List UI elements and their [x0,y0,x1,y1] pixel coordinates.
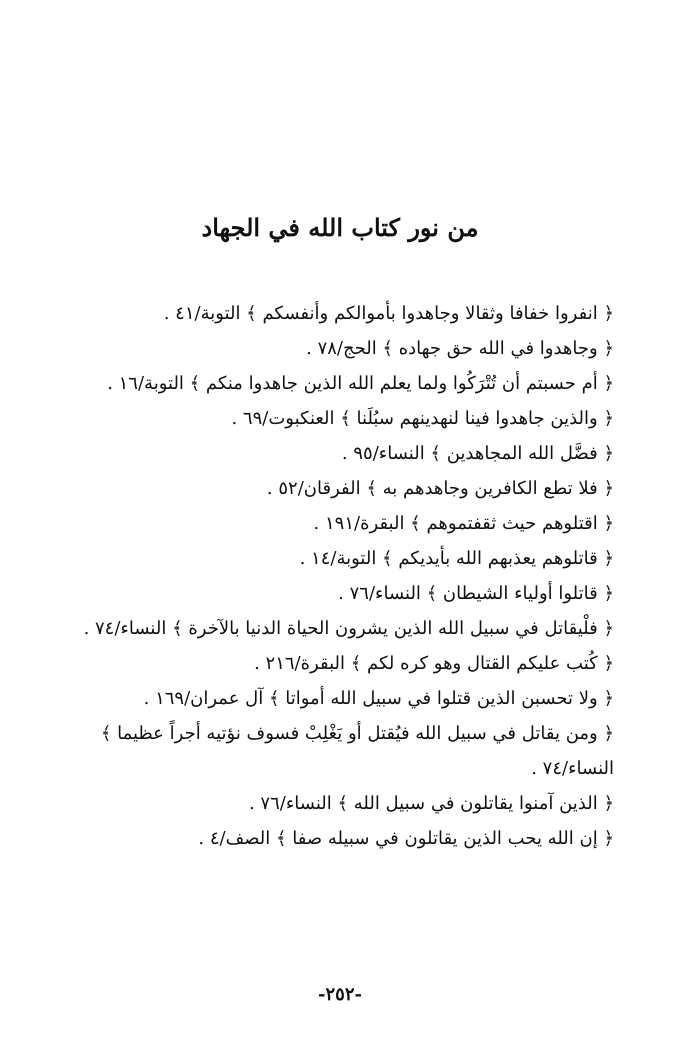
verse-list [54,296,614,856]
verse-item: ﴿ ولا تحسبن الذين قتلوا في سبيل الله أمواتا ﴾ آل عمران/١٦٩ . [143,688,614,709]
verse-item: ﴿ وجاهدوا في الله حق جهاده ﴾ الحج/٧٨ . [306,338,614,359]
verse-item: ﴿ والذين جاهدوا فينا لنهدينهم سبُلَنا ﴾ العنكبوت/٦٩ . [231,408,614,429]
verse-item: ﴿ الذين آمنوا يقاتلون في سبيل الله ﴾ النساء/٧٦ . [248,793,614,814]
verse-item: ﴿ فلْيقاتل في سبيل الله الذين يشرون الحياة الدنيا بالآخرة ﴾ النساء/٧٤ . [83,618,614,639]
verse-item: ﴿ كُتب عليكم القتال وهو كره لكم ﴾ البقرة/٢١٦ . [254,653,614,674]
verse-item: ﴿ أم حسبتم أن تُتْرَكُوا ولما يعلم الله الذين جاهدوا منكم ﴾ التوبة/١٦ . [107,373,614,394]
verse-item: ﴿ إن الله يحب الذين يقاتلون في سبيله صفا ﴾ الصف/٤ . [198,828,614,849]
verse-item: ﴿ انفروا خفافا وثقالا وجاهدوا بأموالكم وأنفسكم ﴾ التوبة/٤١ . [163,303,614,324]
verse-item: ﴿ فضَّل الله المجاهدين ﴾ النساء/٩٥ . [341,443,614,464]
verse-item: ﴿ قاتلوهم يعذبهم الله بأيديكم ﴾ التوبة/١٤ . [299,548,614,569]
verse-item: ﴿ ومن يقاتل في سبيل الله فيُقتل أو يَغْلِبْ فسوف نؤتيه أجراً عظيما ﴾ النساء/٧٤ . [100,723,614,779]
verse-item: ﴿ قاتلوا أولياء الشيطان ﴾ النساء/٧٦ . [338,583,614,604]
page-title: من نور كتاب الله في الجهاد [201,213,479,243]
verse-item: ﴿ فلا تطع الكافرين وجاهدهم به ﴾ الفرقان/٥٢ . [266,478,614,499]
page-number: -٢٥٢- [318,984,362,1005]
verse-item: ﴿ اقتلوهم حيث ثقفتموهم ﴾ البقرة/١٩١ . [313,513,614,534]
